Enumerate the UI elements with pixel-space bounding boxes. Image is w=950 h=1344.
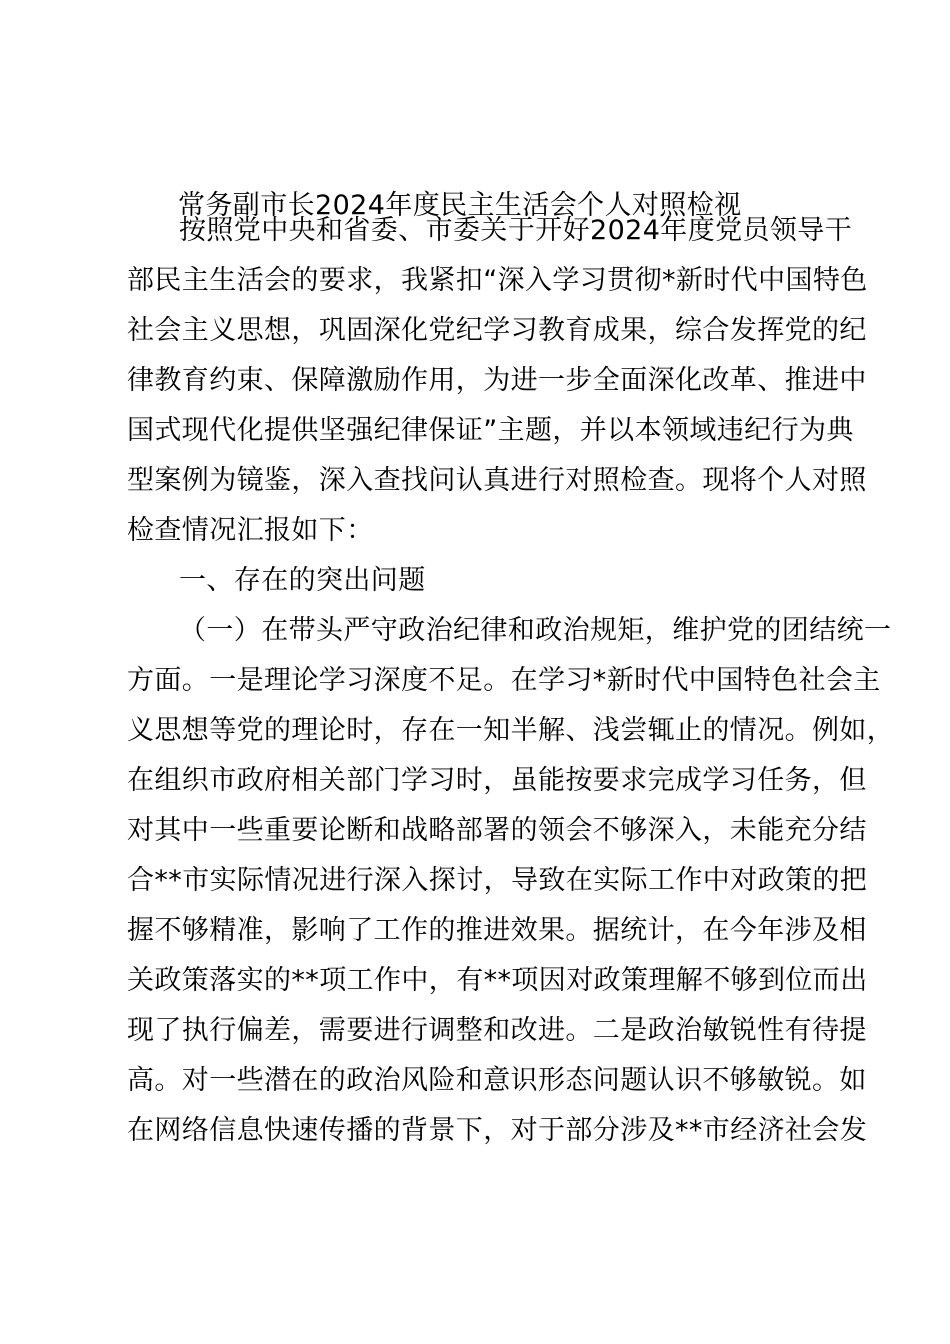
- paragraph-line: 对其中一些重要论断和战略部署的领会不够深入，未能充分结: [127, 815, 867, 846]
- section-heading: 一、存在的突出问题: [179, 565, 426, 596]
- paragraph-line: 合**市实际情况进行深入探讨，导致在实际工作中对政策的把: [127, 865, 868, 896]
- paragraph-line: 律教育约束、保障激励作用，为进一步全面深化改革、推进中: [127, 365, 867, 396]
- paragraph-line: （一）在带头严守政治纪律和政治规矩，维护党的团结统一: [179, 615, 892, 646]
- paragraph-line: 国式现代化提供坚强纪律保证”主题，并以本领域违纪行为典: [127, 415, 854, 446]
- paragraph-line: 高。对一些潜在的政治风险和意识形态问题认识不够敏锐。如: [127, 1065, 867, 1096]
- paragraph-line: 方面。一是理论学习深度不足。在学习*新时代中国特色社会主: [127, 665, 881, 696]
- paragraph-line: 义思想等党的理论时，存在一知半解、浅尝辄止的情况。例如，: [127, 715, 895, 746]
- paragraph-line: 部民主生活会的要求，我紧扣“深入学习贯彻*新时代中国特色: [127, 265, 868, 296]
- paragraph-line: 握不够精准，影响了工作的推进效果。据统计，在今年涉及相: [127, 915, 867, 946]
- paragraph-line: 现了执行偏差，需要进行调整和改进。二是政治敏锐性有待提: [127, 1015, 867, 1046]
- paragraph-line: 型案例为镜鉴，深入查找问认真进行对照检查。现将个人对照: [127, 465, 867, 496]
- paragraph-line: 关政策落实的**项工作中，有**项因对政策理解不够到位而出: [127, 965, 868, 996]
- paragraph-line: 在网络信息快速传播的背景下，对于部分涉及**市经济社会发: [127, 1115, 868, 1146]
- paragraph-line: 检查情况汇报如下：: [127, 515, 374, 546]
- paragraph-line: 在组织市政府相关部门学习时，虽能按要求完成学习任务，但: [127, 765, 867, 796]
- document-title: 常务副市长2024年度民主生活会个人对照检视: [178, 190, 742, 221]
- paragraph-line: 按照党中央和省委、市委关于开好2024年度党员领导干: [179, 215, 853, 246]
- paragraph-line: 社会主义思想，巩固深化党纪学习教育成果，综合发挥党的纪: [127, 315, 867, 346]
